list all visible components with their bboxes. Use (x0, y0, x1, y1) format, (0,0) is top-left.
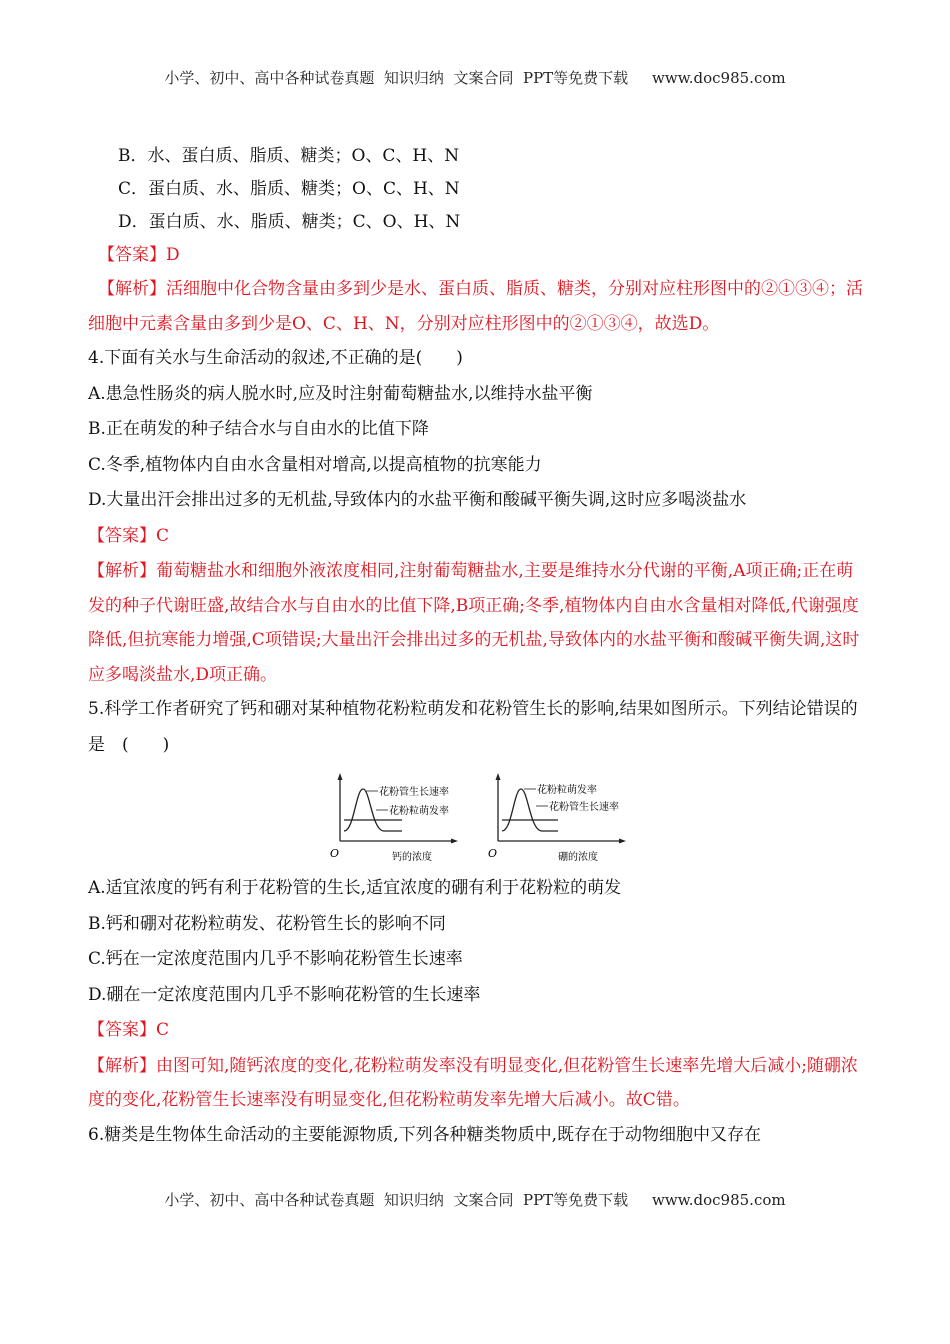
q5-options (88, 871, 868, 1013)
answer-tag: 【答案】 (88, 525, 156, 546)
answer-value: C (156, 1020, 170, 1040)
answer-tag: 【答案】 (98, 245, 166, 265)
q5-option-b: B.钙和硼对花粉粒萌发、花粉管生长的影响不同 (88, 913, 446, 934)
document-body (88, 140, 868, 1153)
q5-figure-graphs (330, 769, 630, 865)
q4-option-b: B.正在萌发的种子结合水与自由水的比值下降 (88, 419, 429, 439)
x-axis-label: 钙的浓度 (392, 852, 432, 863)
q4-options (88, 377, 868, 519)
answer-value: D (166, 245, 180, 265)
q3-option-c: C．蛋白质、水、脂质、糖类；O、C、H、N (118, 179, 460, 199)
q5-option-c: C.钙在一定浓度范围内几乎不影响花粉管生长速率 (88, 949, 463, 969)
q4-option-d: D.大量出汗会排出过多的无机盐,导致体内的水盐平衡和酸碱平衡失调,这时应多喝淡盐水 (88, 490, 747, 510)
q5-stem: 5.科学工作者研究了钙和硼对某种植物花粉粒萌发和花粉管生长的影响,结果如图所示。下列结论错误的是 ( ) (88, 699, 858, 755)
q5-answer (88, 1013, 868, 1049)
q4-stem: 4.下面有关水与生命活动的叙述,不正确的是( ) (88, 348, 463, 368)
page-header: 小学、初中、高中各种试卷真题 知识归纳 文案合同 PPT等免费下载 www.doc985.com (164, 69, 786, 87)
q3-option-b: B．水、蛋白质、脂质、糖类；O、C、H、N (118, 146, 460, 166)
page-footer: 小学、初中、高中各种试卷真题 知识归纳 文案合同 PPT等免费下载 www.doc985.com (164, 1191, 786, 1209)
q3-answer (88, 239, 868, 272)
q5-option-a: A.适宜浓度的钙有利于花粉管的生长,适宜浓度的硼有利于花粉粒的萌发 (88, 878, 622, 898)
q3-option-d: D．蛋白质、水、脂质、糖类；C、O、H、N (118, 212, 461, 232)
q3-analysis (88, 272, 868, 341)
q4-option-c: C.冬季,植物体内自由水含量相对增高,以提高植物的抗寒能力 (88, 454, 542, 475)
analysis-text: 活细胞中化合物含量由多到少是水、蛋白质、脂质、糖类，分别对应柱形图中的②①③④；活细胞中元素含量由多到少是O、C、H、N，分别对应柱形图中的②①③④，故选D。 (88, 279, 863, 334)
analysis-text: 葡萄糖盐水和细胞外液浓度相同,注射葡萄糖盐水,主要是维持水分代谢的平衡,A项正确;正在萌发的种子代谢旺盛,故结合水与自由水的比值下降,B项正确;冬季,植物体内自由水含量相对降低,代谢强度降低,但抗寒能力增强,C项错误;大量出汗会排出过多的无机盐,导致体内的水盐平衡和酸碱平衡失调,这时应多喝淡盐水,D项正确。 (88, 561, 860, 685)
q5-option-d: D.硼在一定浓度范围内几乎不影响花粉管的生长速率 (88, 984, 481, 1005)
q6-stem: 6.糖类是生物体生命活动的主要能源物质,下列各种糖类物质中,既存在于动物细胞中又存在 (88, 1124, 762, 1145)
analysis-tag: 【解析】 (98, 279, 166, 299)
answer-tag: 【答案】 (88, 1020, 156, 1040)
curve-label: 花粉管生长速率 (549, 802, 619, 813)
x-axis-label: 硼的浓度 (558, 852, 598, 863)
y-axis-arrow (496, 773, 501, 780)
y-axis-arrow (338, 773, 343, 780)
q5-analysis (88, 1049, 868, 1118)
q5-figure (88, 769, 868, 865)
analysis-text: 由图可知,随钙浓度的变化,花粉粒萌发率没有明显变化,但花粉管生长速率先增大后减小;随硼浓度的变化,花粉管生长速率没有明显变化,但花粉粒萌发率先增大后减小。故C错。 (88, 1055, 858, 1110)
q4-answer (88, 519, 868, 555)
q3-options (88, 140, 868, 239)
graph-boron (488, 773, 626, 863)
q4-option-a: A.患急性肠炎的病人脱水时,应及时注射葡萄糖盐水,以维持水盐平衡 (88, 383, 593, 404)
x-axis-arrow (619, 839, 626, 844)
curve-label: 花粉管生长速率 (379, 787, 449, 798)
analysis-tag: 【解析】 (88, 1055, 156, 1076)
graph-calcium (330, 773, 458, 863)
x-axis-arrow (451, 839, 458, 844)
origin-label: O (488, 847, 498, 860)
curve-label: 花粉粒萌发率 (537, 785, 597, 796)
analysis-tag: 【解析】 (88, 561, 156, 581)
answer-value: C (156, 525, 170, 546)
q4-analysis (88, 554, 868, 692)
curve-label: 花粉粒萌发率 (389, 806, 449, 817)
origin-label: O (330, 847, 340, 860)
